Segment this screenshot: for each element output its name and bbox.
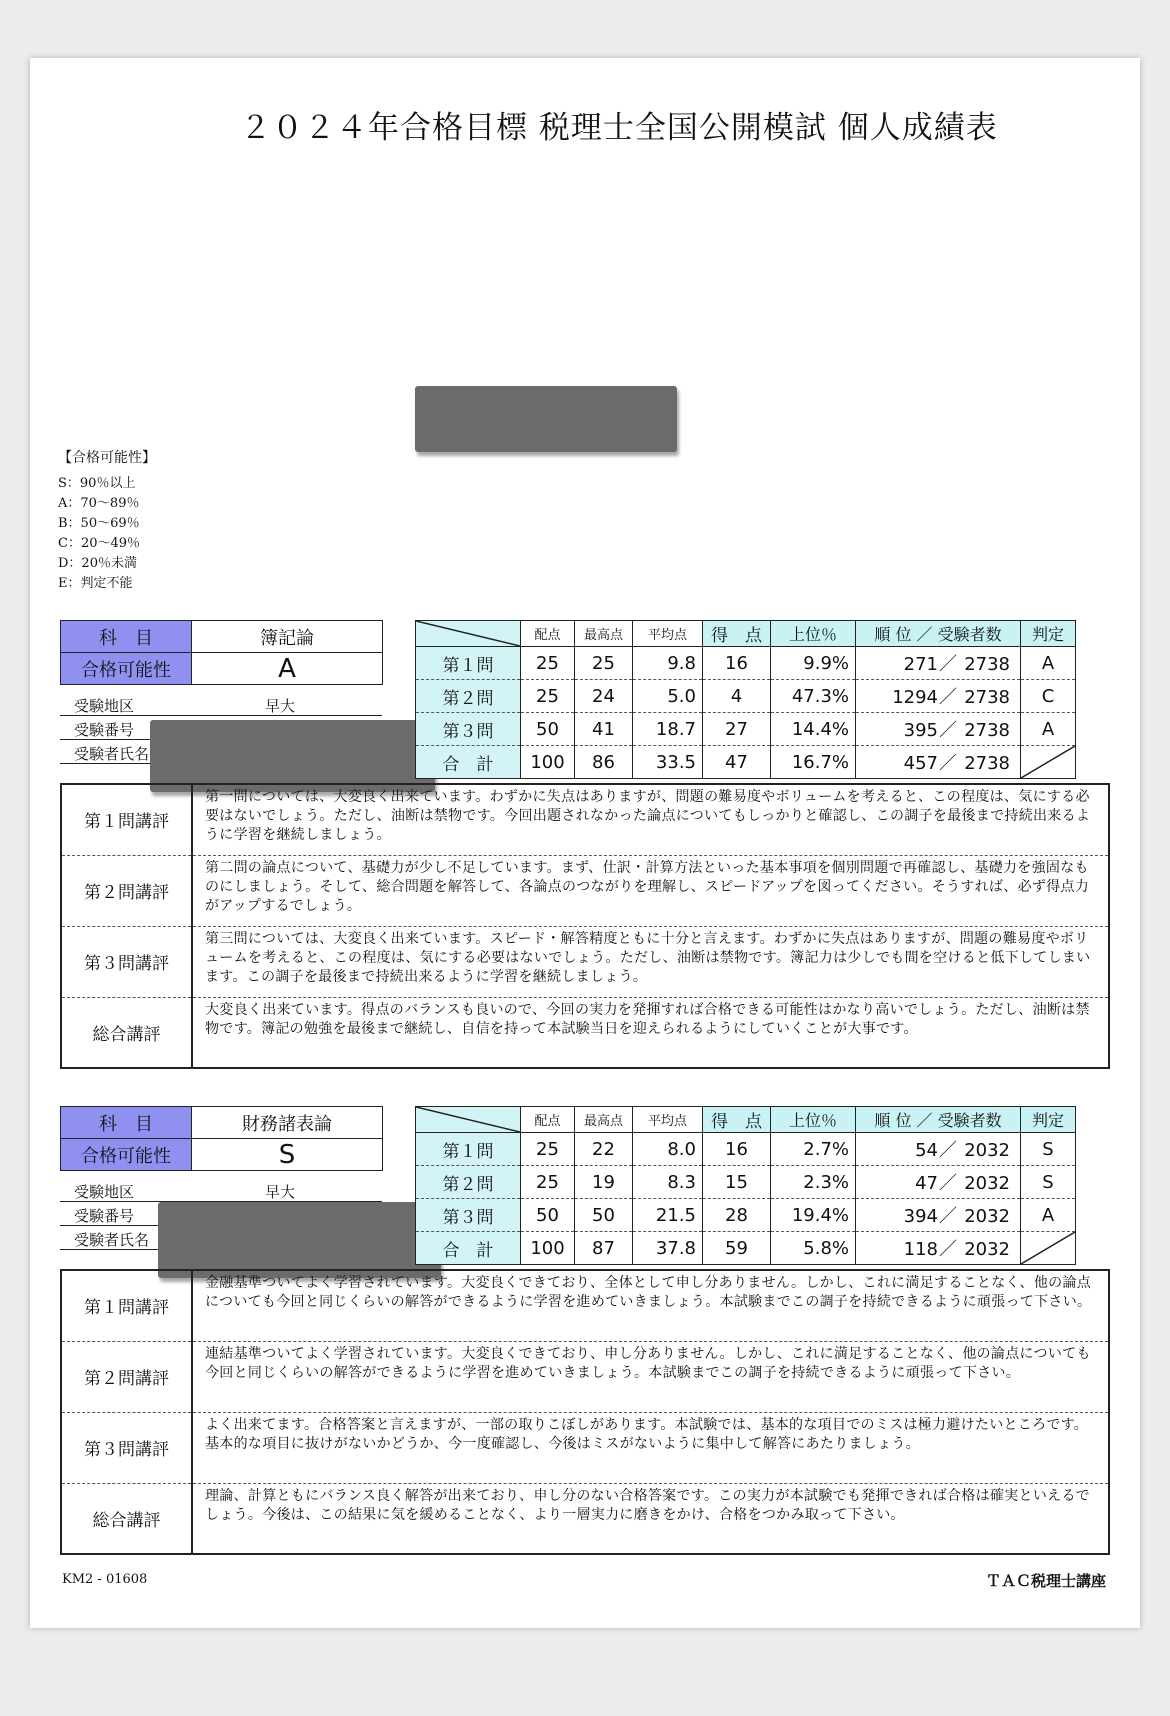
cell-rank xyxy=(856,1166,1021,1199)
comment-label: 第１問講評 xyxy=(61,1270,192,1341)
cell-grade-empty xyxy=(1021,746,1076,779)
cell-score: 16 xyxy=(703,1133,771,1166)
cell-score: 4 xyxy=(703,680,771,713)
examinee-count: 2738 xyxy=(964,654,1010,675)
cell-pct: 47.3% xyxy=(771,680,856,713)
cell-rank xyxy=(856,713,1021,746)
comment-label: 第３問講評 xyxy=(61,926,192,997)
possibility-value: A xyxy=(192,653,383,685)
comment-label: 総合講評 xyxy=(61,1483,192,1554)
area-label: 受験地区 xyxy=(74,697,135,715)
cell-top: 86 xyxy=(575,746,633,779)
comment-label: 第１問講評 xyxy=(61,784,192,855)
examinee-count: 2032 xyxy=(964,1173,1010,1194)
rank-value: 118 xyxy=(903,1239,938,1260)
col-max: 配点 xyxy=(521,621,575,647)
comment-text: よく出来てます。合格答案と言えますが、一部の取りこぼしがあります。本試験では、基本的な項目でのミスは極力避けたいところです。基本的な項目に抜けがないかどうか、今一度確認し、今後はミスがないように集中して解答にあたりましょう。 xyxy=(192,1412,1109,1483)
cell-pct: 2.7% xyxy=(771,1133,856,1166)
cell-top: 24 xyxy=(575,680,633,713)
cell-rank xyxy=(856,647,1021,680)
col-grade: 判定 xyxy=(1021,621,1076,647)
comment-text: 連結基準ついてよく学習されています。大変良くできており、申し分ありません。しかし、これに満足することなく、他の論点についても今回と同じくらいの解答ができるように学習を進めていきましょう。本試験までこの調子を持続できるように頑張って下さい。 xyxy=(192,1341,1109,1412)
cell-top: 87 xyxy=(575,1232,633,1265)
comments-table xyxy=(60,783,1110,1069)
cell-pct: 5.8% xyxy=(771,1232,856,1265)
examinee-count: 2738 xyxy=(964,687,1010,708)
cell-grade: A xyxy=(1021,1199,1076,1232)
rank-value: 271 xyxy=(903,654,938,675)
legend-item: B：50～69％ xyxy=(58,516,140,531)
row-label: 合 計 xyxy=(416,746,521,779)
subject-label: 科 目 xyxy=(61,1107,192,1139)
comment-row xyxy=(61,855,1109,926)
cell-avg: 8.3 xyxy=(633,1166,703,1199)
col-grade: 判定 xyxy=(1021,1107,1076,1133)
cell-rank xyxy=(856,1232,1021,1265)
rank-slash: ／ xyxy=(939,687,957,708)
cell-top: 22 xyxy=(575,1133,633,1166)
cell-score: 16 xyxy=(703,647,771,680)
cell-score: 27 xyxy=(703,713,771,746)
corner-cell xyxy=(416,1107,521,1133)
comment-text: 理論、計算ともにバランス良く解答が出来ており、申し分のない合格答案です。この実力が本試験でも発揮できれば合格は確実といえるでしょう。今後は、この結果に気を緩めることなく、より一層実力に磨きをかけ、合格をつかみ取って下さい。 xyxy=(192,1483,1109,1554)
possibility-value: S xyxy=(192,1139,383,1171)
cell-avg: 21.5 xyxy=(633,1199,703,1232)
cell-score: 28 xyxy=(703,1199,771,1232)
subject-block-boki xyxy=(60,620,1110,1075)
col-top: 最高点 xyxy=(575,1107,633,1133)
cell-grade-empty xyxy=(1021,1232,1076,1265)
number-label: 受験番号 xyxy=(74,1207,135,1225)
cell-rank xyxy=(856,1199,1021,1232)
row-label: 第１問 xyxy=(416,1133,521,1166)
table-row xyxy=(416,713,1076,746)
subject-name: 財務諸表論 xyxy=(192,1107,383,1139)
comment-row xyxy=(61,997,1109,1068)
table-row xyxy=(416,1166,1076,1199)
subject-name: 簿記論 xyxy=(192,621,383,653)
report-title: ２０２４年合格目標 税理士全国公開模試 個人成績表 xyxy=(240,110,998,146)
examinee-count: 2032 xyxy=(964,1239,1010,1260)
cell-grade: A xyxy=(1021,713,1076,746)
col-pct: 上位％ xyxy=(771,1107,856,1133)
table-row-total xyxy=(416,1232,1076,1265)
cell-max: 25 xyxy=(521,1133,575,1166)
cell-max: 100 xyxy=(521,1232,575,1265)
subject-summary xyxy=(60,1106,383,1171)
col-rank: 順 位 ／ 受験者数 xyxy=(856,1107,1021,1133)
comment-row xyxy=(61,784,1109,855)
subject-block-zaimu xyxy=(60,1106,1110,1561)
name-label: 受験者氏名 xyxy=(74,745,150,763)
pass-possibility-legend xyxy=(58,448,156,594)
subject-summary xyxy=(60,620,383,685)
row-label: 第１問 xyxy=(416,647,521,680)
rank-value: 394 xyxy=(903,1206,938,1227)
table-row xyxy=(416,1199,1076,1232)
number-label: 受験番号 xyxy=(74,721,135,739)
possibility-label: 合格可能性 xyxy=(61,653,192,685)
organization-name: ＴＡＣ税理士講座 xyxy=(985,1572,1106,1590)
comments-table xyxy=(60,1269,1110,1555)
table-row-total xyxy=(416,746,1076,779)
name-label: 受験者氏名 xyxy=(74,1231,150,1249)
comment-text: 第一問については、大変良く出来ています。わずかに失点はありますが、問題の難易度やボリュームを考えると、この程度は、気にする必要はないでしょう。ただし、油断は禁物です。今回出題されなかった論点についてもしっかりと確認し、この調子を最後まで持続出来るように学習を継続しましょう。 xyxy=(205,789,1091,843)
cell-top: 19 xyxy=(575,1166,633,1199)
cell-max: 25 xyxy=(521,647,575,680)
cell-max: 50 xyxy=(521,713,575,746)
row-label: 合 計 xyxy=(416,1232,521,1265)
cell-grade: A xyxy=(1021,647,1076,680)
comment-text: 第三問については、大変良く出来ています。スピード・解答精度ともに十分と言えます。わずかに失点はありますが、問題の難易度やボリュームを考えると、この程度は、気にする必要はないでしょう。ただし、油断は禁物です。簿記力は少しでも間を空けると低下してしまいます。この調子を最後まで持続出来るように学習を継続しましょう。 xyxy=(192,926,1109,997)
col-avg: 平均点 xyxy=(633,621,703,647)
rank-slash: ／ xyxy=(939,1239,957,1260)
corner-cell xyxy=(416,621,521,647)
col-max: 配点 xyxy=(521,1107,575,1133)
cell-max: 25 xyxy=(521,1166,575,1199)
col-rank: 順 位 ／ 受験者数 xyxy=(856,621,1021,647)
cell-pct: 16.7% xyxy=(771,746,856,779)
comment-row xyxy=(61,1483,1109,1554)
cell-score: 15 xyxy=(703,1166,771,1199)
redacted-box xyxy=(158,1202,441,1278)
cell-avg: 37.8 xyxy=(633,1232,703,1265)
document-code: KM2 - 01608 xyxy=(62,1572,148,1587)
row-label: 第３問 xyxy=(416,713,521,746)
comment-text: 大変良く出来ています。得点のバランスも良いので、今回の実力を発揮すれば合格できる可能性はかなり高いでしょう。ただし、油断は禁物です。簿記の勉強を最後まで継続し、自信を持って本試験当日を迎えられるようにしていくことが大事です。 xyxy=(192,997,1109,1068)
cell-rank xyxy=(856,1133,1021,1166)
cell-pct: 14.4% xyxy=(771,713,856,746)
comment-text: 第二問の論点について、基礎力が少し不足しています。まず、仕訳・計算方法といった基本事項を個別問題で再確認し、基礎力を強固なものにしましょう。そして、総合問題を解答して、各論点のつながりを理解し、スピードアップを図ってください。そうすれば、必ず得点力がアップするでしょう。 xyxy=(192,855,1109,926)
examinee-count: 2738 xyxy=(964,720,1010,741)
table-row xyxy=(416,1133,1076,1166)
rank-value: 54 xyxy=(915,1140,938,1161)
comment-label: 第２問講評 xyxy=(61,855,192,926)
comment-label: 第３問講評 xyxy=(61,1412,192,1483)
comment-row xyxy=(61,1270,1109,1341)
examinee-count: 2032 xyxy=(964,1206,1010,1227)
examinee-count: 2032 xyxy=(964,1140,1010,1161)
area-value: 早大 xyxy=(265,1183,296,1201)
col-pct: 上位％ xyxy=(771,621,856,647)
cell-top: 50 xyxy=(575,1199,633,1232)
rank-value: 395 xyxy=(903,720,938,741)
rank-value: 47 xyxy=(915,1173,938,1194)
cell-grade: S xyxy=(1021,1166,1076,1199)
legend-item: A：70～89％ xyxy=(58,496,140,511)
possibility-label: 合格可能性 xyxy=(61,1139,192,1171)
redacted-box xyxy=(415,386,677,452)
score-table xyxy=(415,1106,1076,1265)
col-score: 得 点 xyxy=(703,621,771,647)
cell-score: 59 xyxy=(703,1232,771,1265)
score-table xyxy=(415,620,1076,779)
comment-text: 金融基準ついてよく学習されています。大変良くできており、全体として申し分ありません。しかし、これに満足することなく、他の論点についても今回と同じくらいの解答ができるように学習を進めていきましょう。本試験までこの調子を持続できるように頑張って下さい。 xyxy=(205,1275,1092,1310)
legend-item: C：20～49％ xyxy=(58,536,141,551)
row-label: 第２問 xyxy=(416,1166,521,1199)
subject-label: 科 目 xyxy=(61,621,192,653)
cell-max: 100 xyxy=(521,746,575,779)
redacted-box xyxy=(150,720,435,792)
cell-top: 25 xyxy=(575,647,633,680)
cell-pct: 2.3% xyxy=(771,1166,856,1199)
rank-slash: ／ xyxy=(939,654,957,675)
area-label: 受験地区 xyxy=(74,1183,135,1201)
legend-item: E：判定不能 xyxy=(58,576,133,591)
comment-label: 総合講評 xyxy=(61,997,192,1068)
rank-slash: ／ xyxy=(939,720,957,741)
cell-avg: 8.0 xyxy=(633,1133,703,1166)
examinee-count: 2738 xyxy=(964,753,1010,774)
cell-grade: S xyxy=(1021,1133,1076,1166)
rank-slash: ／ xyxy=(939,753,957,774)
cell-grade: C xyxy=(1021,680,1076,713)
row-label: 第２問 xyxy=(416,680,521,713)
score-report-sheet xyxy=(30,58,1140,1628)
legend-item: S：90％以上 xyxy=(58,476,136,491)
col-score: 得 点 xyxy=(703,1107,771,1133)
cell-top: 41 xyxy=(575,713,633,746)
rank-value: 1294 xyxy=(892,687,938,708)
row-label: 第３問 xyxy=(416,1199,521,1232)
cell-pct: 9.9% xyxy=(771,647,856,680)
rank-slash: ／ xyxy=(939,1140,957,1161)
table-row xyxy=(416,647,1076,680)
rank-slash: ／ xyxy=(939,1173,957,1194)
cell-avg: 5.0 xyxy=(633,680,703,713)
cell-rank xyxy=(856,680,1021,713)
cell-score: 47 xyxy=(703,746,771,779)
comment-row xyxy=(61,1341,1109,1412)
col-avg: 平均点 xyxy=(633,1107,703,1133)
area-row xyxy=(60,1178,382,1202)
cell-avg: 9.8 xyxy=(633,647,703,680)
cell-max: 25 xyxy=(521,680,575,713)
comment-row xyxy=(61,1412,1109,1483)
cell-pct: 19.4% xyxy=(771,1199,856,1232)
col-top: 最高点 xyxy=(575,621,633,647)
area-row xyxy=(60,692,382,716)
cell-avg: 33.5 xyxy=(633,746,703,779)
legend-item: D：20％未満 xyxy=(58,556,137,571)
area-value: 早大 xyxy=(265,697,296,715)
comment-row xyxy=(61,926,1109,997)
table-row xyxy=(416,680,1076,713)
cell-avg: 18.7 xyxy=(633,713,703,746)
rank-slash: ／ xyxy=(939,1206,957,1227)
cell-rank xyxy=(856,746,1021,779)
legend-heading: 【合格可能性】 xyxy=(58,450,156,466)
comment-label: 第２問講評 xyxy=(61,1341,192,1412)
rank-value: 457 xyxy=(903,753,938,774)
cell-max: 50 xyxy=(521,1199,575,1232)
